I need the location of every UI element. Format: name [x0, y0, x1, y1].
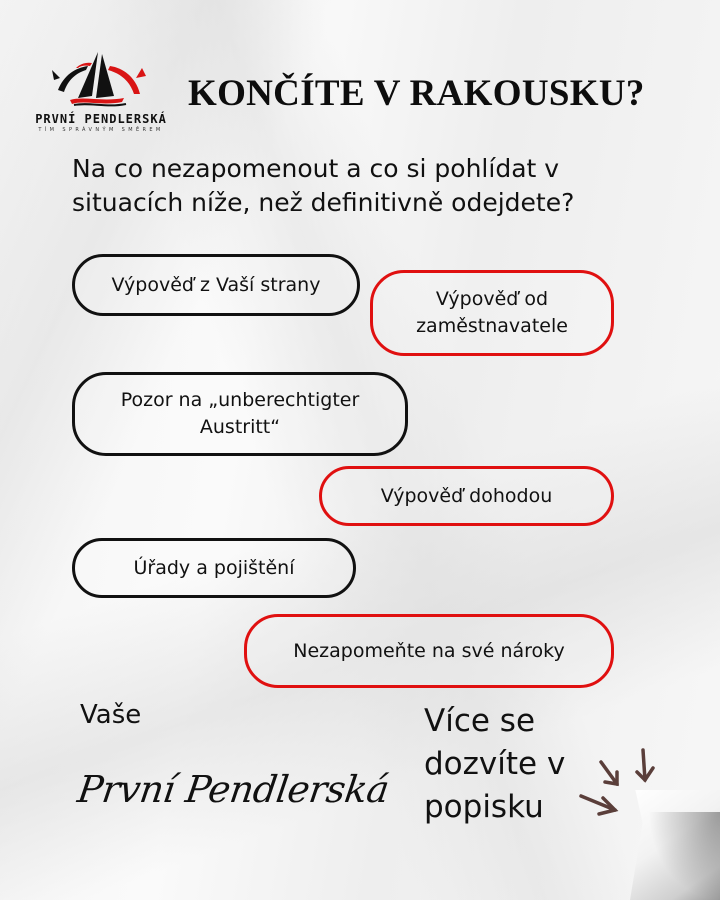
- signature: První Pendlerská: [74, 768, 392, 811]
- pill-offices-insurance: Úřady a pojištění: [72, 538, 356, 598]
- pill-unberechtigter-austritt: Pozor na „unberechtigter Austritt“: [72, 372, 408, 456]
- cta-text: Více se dozvíte v popisku: [424, 703, 566, 825]
- brand-logo: [22, 50, 178, 135]
- headline: KONČÍTE V RAKOUSKU?: [188, 73, 645, 114]
- subtitle: Na co nezapomenout a co si pohlídat v situacích níže, než definitivně odejdete?: [72, 154, 575, 217]
- pill-mutual-agreement: Výpověď dohodou: [319, 466, 614, 526]
- sailboat-logo-icon: [50, 50, 150, 112]
- pill-claims: Nezapomeňte na své nároky: [244, 614, 614, 688]
- logo-tagline: TÍM SPRÁVNÝM SMĚREM: [38, 127, 164, 133]
- page-curl-decoration: [630, 790, 720, 900]
- pill-dismissal-employer: Výpověď od zaměstnavatele: [370, 270, 614, 356]
- greeting-text: Vaše: [80, 700, 142, 730]
- pill-resignation-employee: Výpověď z Vaší strany: [72, 254, 360, 316]
- logo-name: PRVNÍ PENDLERSKÁ: [35, 112, 167, 126]
